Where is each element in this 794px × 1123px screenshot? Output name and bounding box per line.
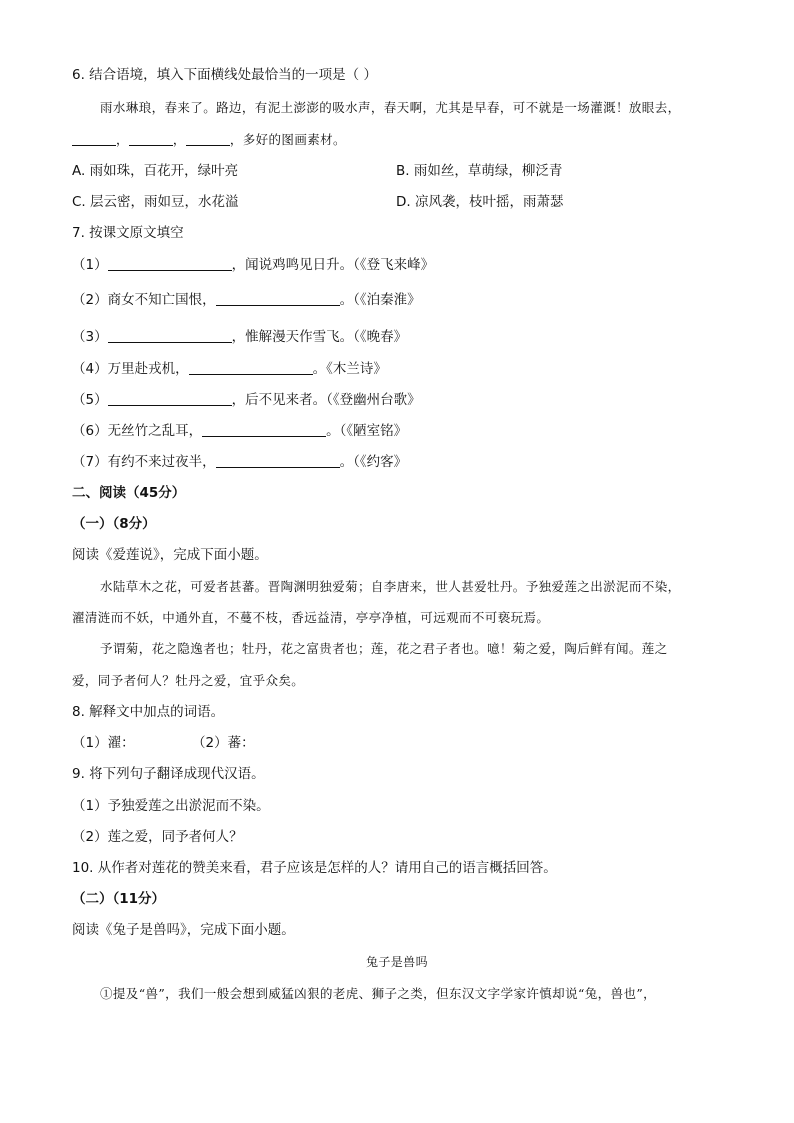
q7-item-7: （7）有约不来过夜半， 。（《约客》 [72,454,408,470]
part-2-intro: 阅读《兔子是兽吗》，完成下面小题。 [72,922,295,938]
q10-stem: 10. 从作者对莲花的赞美来看，君子应该是怎样的人？请用自己的语言概括回答。 [72,860,557,876]
q9-item-2: （2）莲之爱，同予者何人？ [72,829,243,845]
blank-1[interactable] [72,131,116,146]
part-2-title: （二）（11分） [72,891,166,907]
blank-2[interactable] [129,131,173,146]
fill-blank[interactable] [216,453,340,468]
ailianshuo-p1-line1: 水陆草木之花，可爱者甚蕃。晋陶渊明独爱菊；自李唐来，世人甚爱牡丹。予独爱莲之出淤泥而不染， [100,579,681,594]
ailianshuo-p1-line2: 濯清涟而不妖，中通外直，不蔓不枝，香远益清，亭亭净植，可远观而不可亵玩焉。 [72,610,550,625]
section-2-title: 二、阅读（45分） [72,485,186,501]
article-title: 兔子是兽吗 [365,955,428,969]
ailianshuo-p2-line1: 予谓菊，花之隐逸者也；牡丹，花之富贵者也；莲，花之君子者也。噫！菊之爱，陶后鲜有闻。莲之 [100,641,668,656]
q7-stem: 7. 按课文原文填空 [72,225,184,241]
article-line-1: ①提及“兽”，我们一般会想到威猛凶狠的老虎、狮子之类，但东汉文字学家许慎却说“兔，兽也”， [100,986,657,1001]
q7-item-6: （6）无丝竹之乱耳， 。（《陋室铭》 [72,423,408,439]
q8-stem: 8. 解释文中加点的词语。 [72,704,225,720]
part-1-intro: 阅读《爱莲说》，完成下面小题。 [72,547,268,563]
q6-passage-line1: 雨水琳琅，春来了。路边，有泥土澎澎的吸水声，春天啊，尤其是早春，可不就是一场灌溉！放眼去， [100,100,681,115]
q8-item-1: （1）濯： [72,735,135,751]
q8-item-2: （2）蕃： [192,735,255,751]
blank-3[interactable] [186,131,230,146]
fill-blank[interactable] [202,422,326,437]
q6-option-d: D. 凉风袭，枝叶摇，雨萧瑟 [396,194,564,210]
fill-blank[interactable] [108,256,232,271]
q7-item-5: （5） ，后不见来者。（《登幽州台歌》 [72,392,421,408]
q9-item-1: （1）予独爱莲之出淤泥而不染。 [72,798,270,814]
fill-blank[interactable] [108,328,232,343]
q7-item-2: （2）商女不知亡国恨， 。（《泊秦淮》 [72,292,421,308]
fill-blank[interactable] [108,391,232,406]
fill-blank[interactable] [189,360,313,375]
part-1-title: （一）（8分） [72,516,156,532]
q6-option-a: A. 雨如珠，百花开，绿叶亮 [72,163,239,179]
fill-blank[interactable] [216,291,340,306]
ailianshuo-p2-line2: 爱，同予者何人？牡丹之爱，宜乎众矣。 [72,673,305,688]
q9-stem: 9. 将下列句子翻译成现代汉语。 [72,766,265,782]
q6-option-c: C. 层云密，雨如豆，水花溢 [72,194,239,210]
q6-passage-line2: ， ， ，多好的图画素材。 [72,131,346,149]
q6-option-b: B. 雨如丝，草萌绿，柳泛青 [396,163,563,179]
q7-item-4: （4）万里赴戎机， 。《木兰诗》 [72,361,387,377]
q7-item-1: （1） ，闻说鸡鸣见日升。（《登飞来峰》 [72,257,435,273]
q7-item-3: （3） ，惟解漫天作雪飞。（《晚春》 [72,329,408,345]
q6-stem: 6. 结合语境，填入下面横线处最恰当的一项是（ ） [72,67,377,83]
